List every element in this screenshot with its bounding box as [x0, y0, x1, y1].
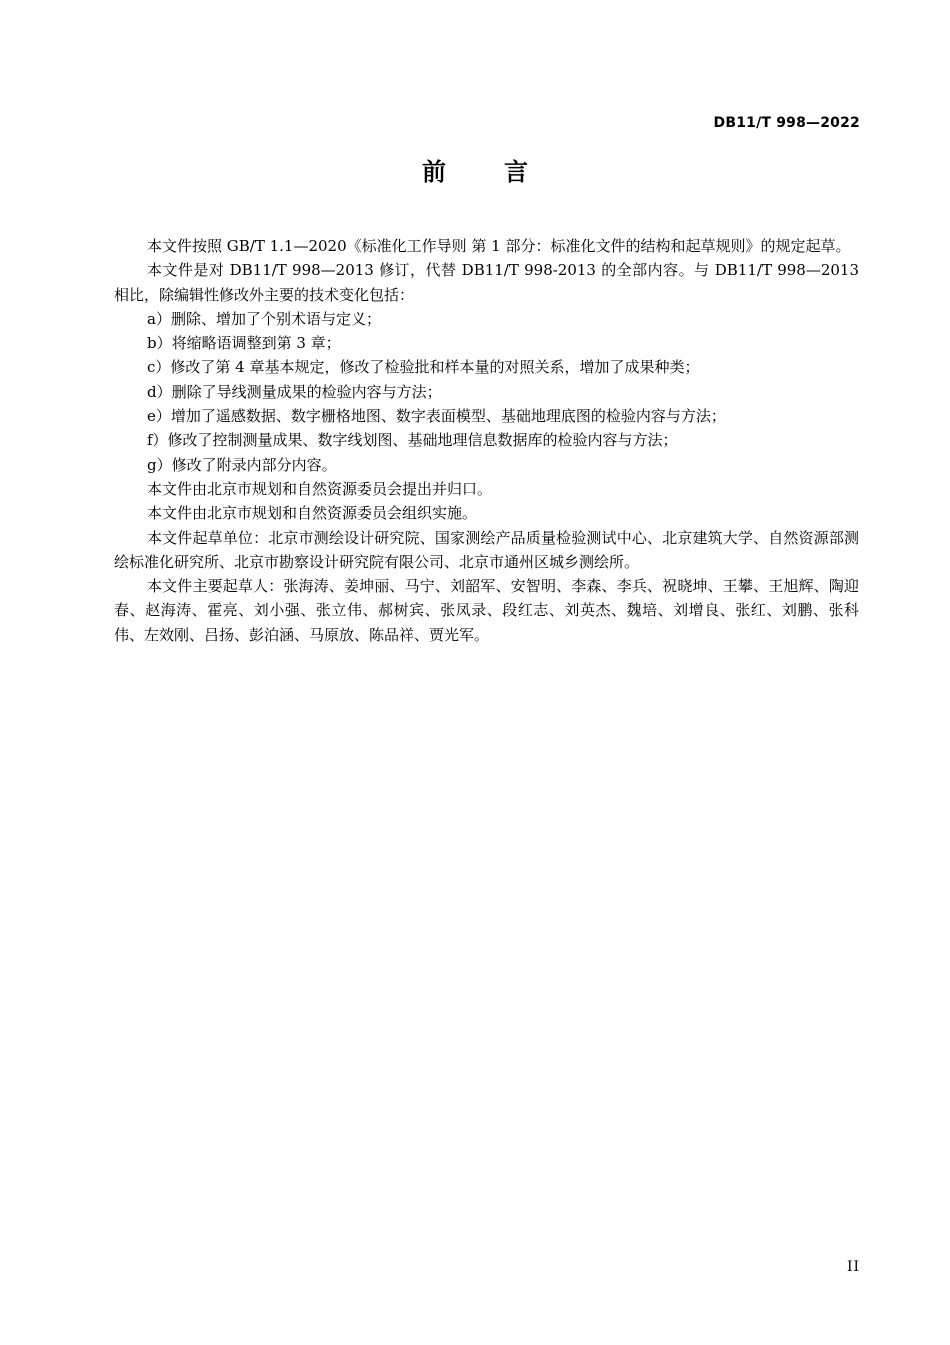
standard-number: DB11/T 998—2022 — [713, 115, 860, 131]
paragraph-drafting-basis: 本文件按照 GB/T 1.1—2020《标准化工作导则 第 1 部分：标准化文件的结构和起草规则》的规定起草。 — [147, 237, 851, 255]
change-item-b: b）将缩略语调整到第 3 章； — [147, 334, 341, 353]
change-item-f: f）修改了控制测量成果、数字线划图、基础地理信息数据库的检验内容与方法； — [147, 431, 678, 450]
change-item-a: a）删除、增加了个别术语与定义； — [147, 309, 381, 328]
change-item-c: c）修改了第 4 章基本规定，修改了检验批和样本量的对照关系，增加了成果种类； — [147, 358, 700, 377]
paragraph-proposer: 本文件由北京市规划和自然资源委员会提出并归口。 — [147, 479, 493, 498]
change-item-g: g）修改了附录内部分内容。 — [147, 455, 337, 474]
paragraph-drafting-units: 本文件起草单位：北京市测绘设计研究院、国家测绘产品质量检验测试中心、北京建筑大学、自然资源部测绘标准化研究所、北京市勘察设计研究院有限公司、北京市通州区城乡测绘所。 — [114, 528, 859, 571]
page-title: 前言 — [422, 158, 586, 186]
paragraph-revision-statement: 本文件是对 DB11/T 998—2013 修订，代替 DB11/T 998-2013 的全部内容。与 DB11/T 998—2013 相比，除编辑性修改外主要的技术变化包括： — [114, 261, 859, 304]
paragraph-implementer: 本文件由北京市规划和自然资源委员会组织实施。 — [147, 504, 478, 523]
paragraph-drafters: 本文件主要起草人：张海涛、姜坤丽、马宁、刘韶军、安智明、李森、李兵、祝晓坤、王攀、王旭辉、陶迎春、赵海涛、霍亮、刘小强、张立伟、郝树宾、张凤录、段红志、刘英杰、魏培、刘增良、张红、刘鹏、张科伟、左效刚、吕扬、彭泊涵、马原放、陈品祥、贾光军。 — [114, 577, 859, 644]
change-item-e: e）增加了遥感数据、数字栅格地图、数字表面模型、基础地理底图的检验内容与方法； — [147, 407, 726, 426]
change-item-d: d）删除了导线测量成果的检验内容与方法； — [147, 382, 442, 401]
preface-body — [114, 234, 859, 647]
page-number: II — [846, 1259, 860, 1275]
